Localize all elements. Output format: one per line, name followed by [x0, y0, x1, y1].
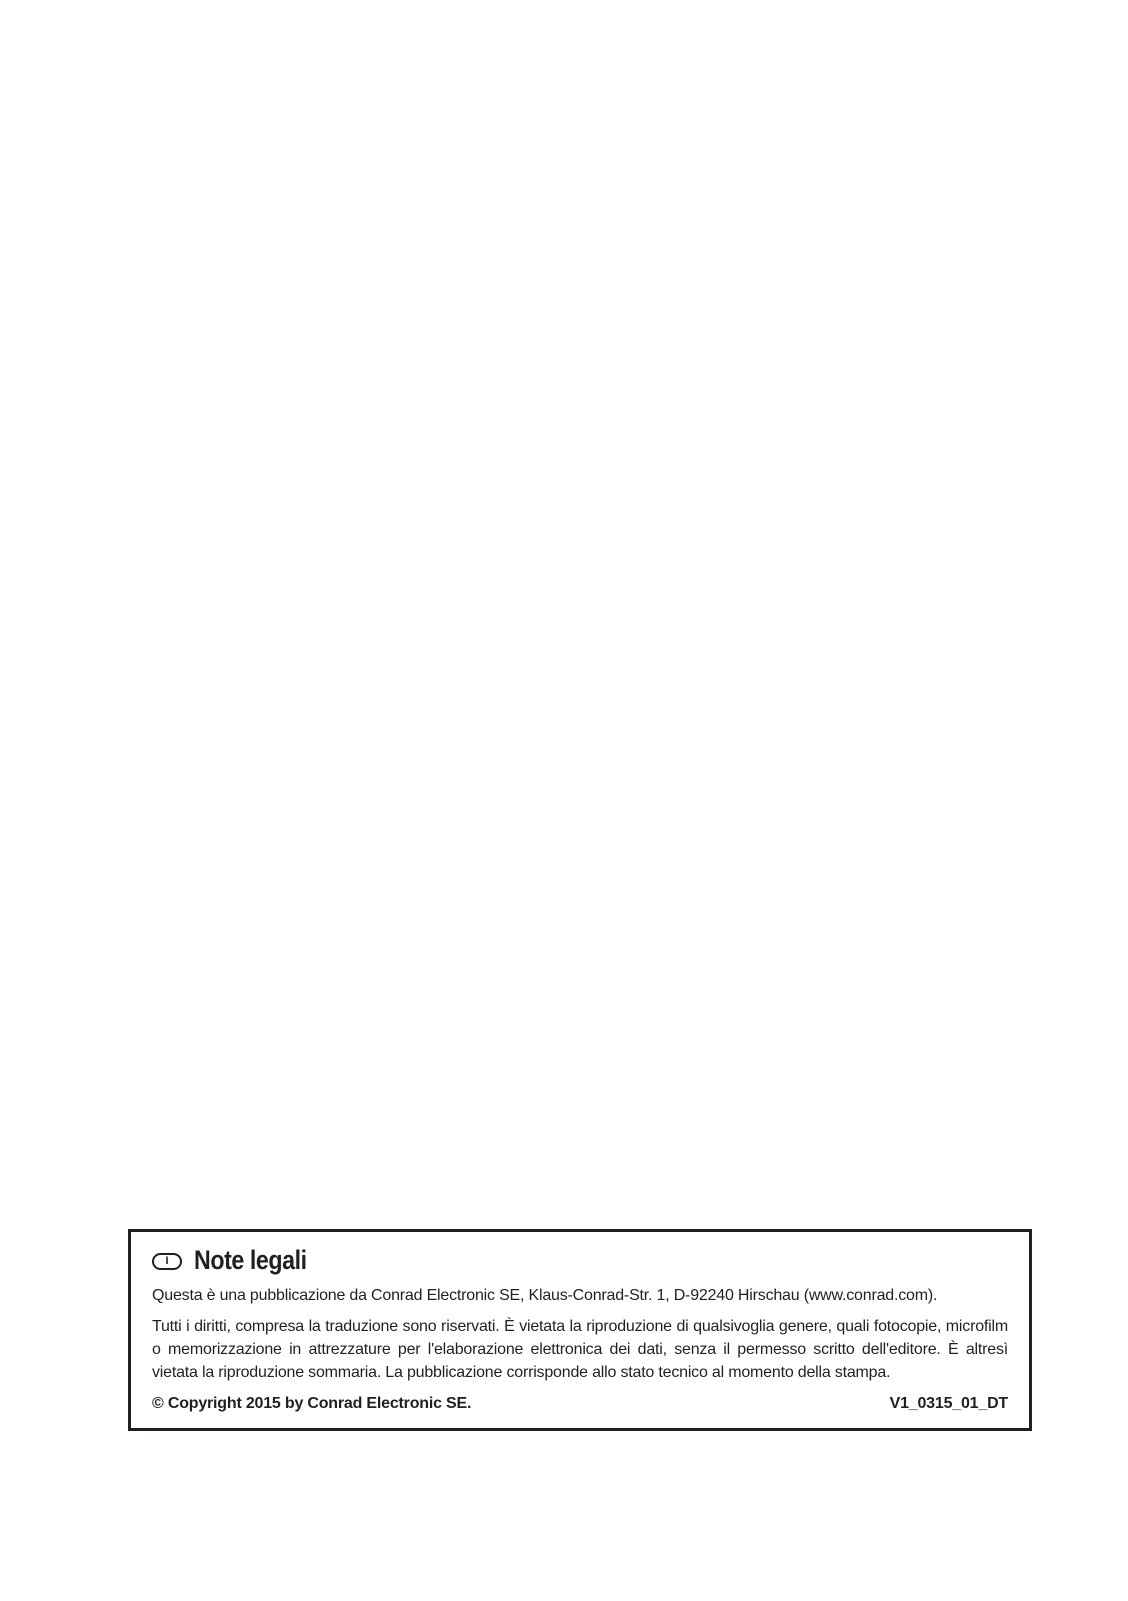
- legal-notice-box: [128, 1229, 1032, 1431]
- copyright-text: © Copyright 2015 by Conrad Electronic SE.: [152, 1395, 472, 1412]
- rights-statement: Tutti i diritti, compresa la traduzione sono riservati. È vietata la riproduzione di qualsivoglia genere, quali fotocopie, microfilm o memorizzazione in attrezzature per l'elaborazione elettronica dei dati, senza il permesso scritto dell'editore. È altresì vietata la riproduzione sommaria. La pubblicazione corrisponde allo stato tecnico al momento della stampa.: [152, 1318, 1008, 1381]
- language-badge-icon: I: [152, 1253, 182, 1270]
- legal-notice-title: Note legali: [194, 1244, 307, 1275]
- publisher-statement: Questa è una pubblicazione da Conrad Electronic SE, Klaus-Conrad-Str. 1, D-92240 Hirschau (www.conrad.com).: [152, 1287, 938, 1304]
- legal-notice-footer: [152, 1394, 1008, 1414]
- legal-notice-header: [152, 1242, 1008, 1278]
- version-code: V1_0315_01_DT: [889, 1395, 1008, 1412]
